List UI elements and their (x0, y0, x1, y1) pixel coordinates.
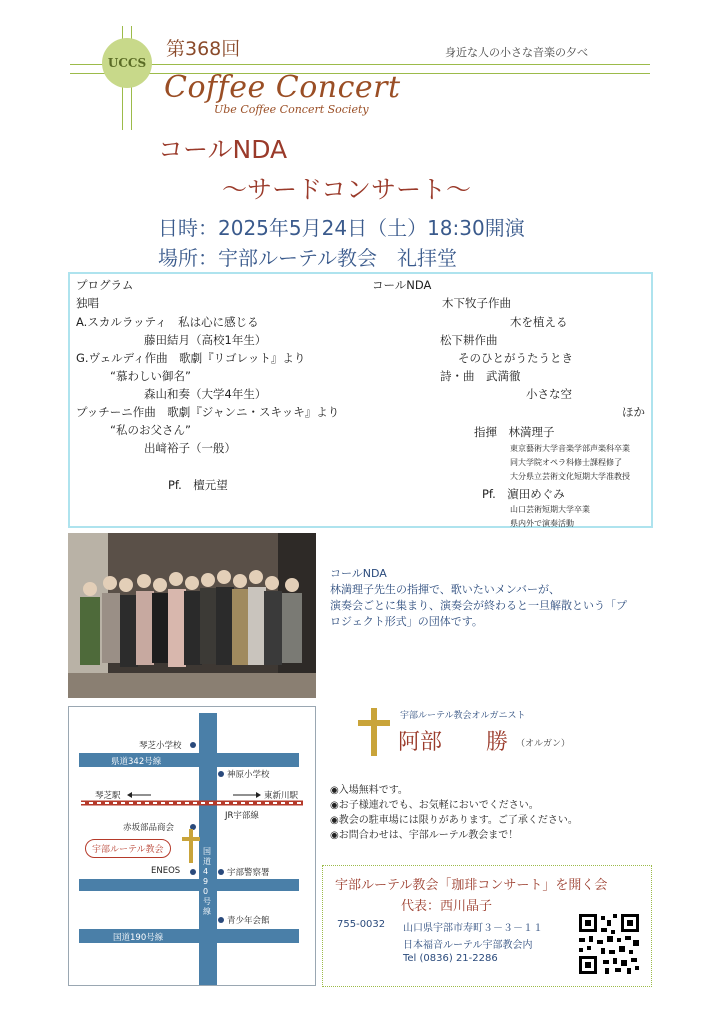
program-item: 出﨑裕子（一般） (144, 441, 236, 455)
map-kanbara-school: 神原小学校 (227, 770, 270, 780)
choir-item: そのひとがうたうとき (458, 351, 573, 365)
description-line: ロジェクト形式」の団体です。 (330, 615, 483, 628)
event-subtitle: ～サードコンサート～ (222, 175, 472, 204)
qr-code[interactable] (577, 912, 641, 976)
program-solo: 独唱 (76, 296, 99, 310)
program-item: “慕わしい御名” (110, 369, 191, 383)
event-venue: 場所：宇部ルーテル教会 礼拝堂 (158, 246, 457, 270)
note-item: ◉教会の駐車場には限りがあります。ご了承ください。 (330, 815, 578, 826)
contact-church: 日本福音ルーテル宇部教会内 (403, 940, 533, 951)
organist-title: 宇部ルーテル教会オルガニスト (400, 711, 526, 721)
series-subtitle: Ube Coffee Concert Society (214, 103, 369, 116)
program-pianist: Pf. 檀元望 (168, 478, 228, 492)
map-church-cross-icon (182, 829, 200, 863)
program-item: プッチーニ作曲 歌劇『ジャンニ・スキッキ』より (76, 405, 340, 419)
map-higashishinkawa-station: 東新川駅 (264, 791, 299, 801)
description-line: 林満理子先生の指揮で、歌いたいメンバーが、 (330, 583, 561, 596)
conductor-bio: 東京藝術大学音楽学部声楽科卒業 (510, 444, 630, 453)
contact-box (322, 865, 652, 987)
tagline: 身近な人の小さな音楽の夕べ (445, 46, 588, 59)
map-eneos: ENEOS (151, 866, 181, 876)
map-route-190: 国道190号線 (113, 933, 164, 943)
choir-pianist-bio: 山口芸術短期大学卒業 (510, 505, 590, 514)
program-heading: プログラム (76, 278, 134, 292)
note-item: ◉お問合わせは、宇部ルーテル教会まで！ (330, 830, 519, 841)
organist-role: （オルガン） (516, 739, 571, 749)
conductor-bio: 同大学院オペラ科修士課程修了 (510, 458, 622, 467)
map-jr-line: JR宇部線 (225, 811, 259, 821)
uccs-logo (102, 38, 152, 88)
description-heading: コールNDA (330, 567, 387, 580)
contact-postal: 755-0032 (337, 919, 386, 930)
map-kotoshiba-station: 琴芝駅 (95, 791, 121, 801)
program-box (68, 272, 653, 528)
program-item: G.ヴェルディ作曲 歌劇『リゴレット』より (76, 351, 306, 365)
edition-number: 第368回 (166, 38, 241, 60)
contact-representative: 代表：西川晶子 (401, 899, 493, 914)
choir-heading: コールNDA (372, 278, 432, 292)
contact-tel: Tel (0836) 21-2286 (403, 953, 498, 964)
notes-list (330, 783, 578, 843)
map-youth-center: 青少年会館 (227, 916, 270, 926)
note-item: ◉お子様連れでも、お気軽においでください。 (330, 800, 539, 811)
program-item: “私のお父さん” (110, 423, 191, 437)
contact-address: 山口県宇部市寿町３－３－１１ (403, 923, 543, 934)
choir-item: 松下耕作曲 (440, 333, 498, 347)
choir-pianist-bio: 県内外で演奏活動 (510, 519, 574, 528)
map-kotoshiba-school: 琴芝小学校 (139, 741, 182, 751)
program-item: A.スカルラッティ 私は心に感じる (76, 315, 259, 329)
choir-item: 木を植える (510, 315, 568, 329)
choir-item: 詩・曲 武満徹 (440, 369, 521, 383)
conductor-bio: 大分県立芸術文化短期大学准教授 (510, 472, 630, 481)
map-akasaka: 赤坂部品商会 (123, 823, 175, 833)
map-church-label: 宇部ルーテル教会 (85, 839, 171, 858)
cross-icon (358, 708, 390, 756)
choir-item: 小さな空 (526, 387, 572, 401)
event-datetime: 日時：2025年5月24日（土）18:30開演 (158, 216, 525, 240)
conductor: 指揮 林満理子 (474, 425, 555, 439)
note-item: ◉入場無料です。 (330, 785, 408, 796)
event-name: コールNDA (158, 135, 288, 164)
logo-text: UCCS (107, 56, 147, 70)
organist-name: 阿部 勝 (398, 730, 509, 755)
program-item: 藤田結月（高校1年生） (144, 333, 267, 347)
map-route-342: 県道342号線 (111, 757, 162, 767)
program-item: 森山和奏（大学4年生） (144, 387, 267, 401)
choir-pianist: Pf. 濵田めぐみ (482, 487, 565, 501)
map-route-490: 国道490号線 (203, 847, 211, 916)
choir-item: 木下牧子作曲 (442, 296, 511, 310)
map-police: 宇部警察署 (227, 868, 270, 878)
choir-group-photo (68, 533, 316, 698)
choir-item: ほか (622, 405, 645, 419)
description-line: 演奏会ごとに集まり、演奏会が終わると一旦解散という「プ (330, 599, 627, 612)
contact-org: 宇部ルーテル教会「珈琲コンサート」を開く会 (335, 878, 608, 893)
series-title: Coffee Concert (164, 70, 401, 105)
access-map (68, 706, 316, 986)
